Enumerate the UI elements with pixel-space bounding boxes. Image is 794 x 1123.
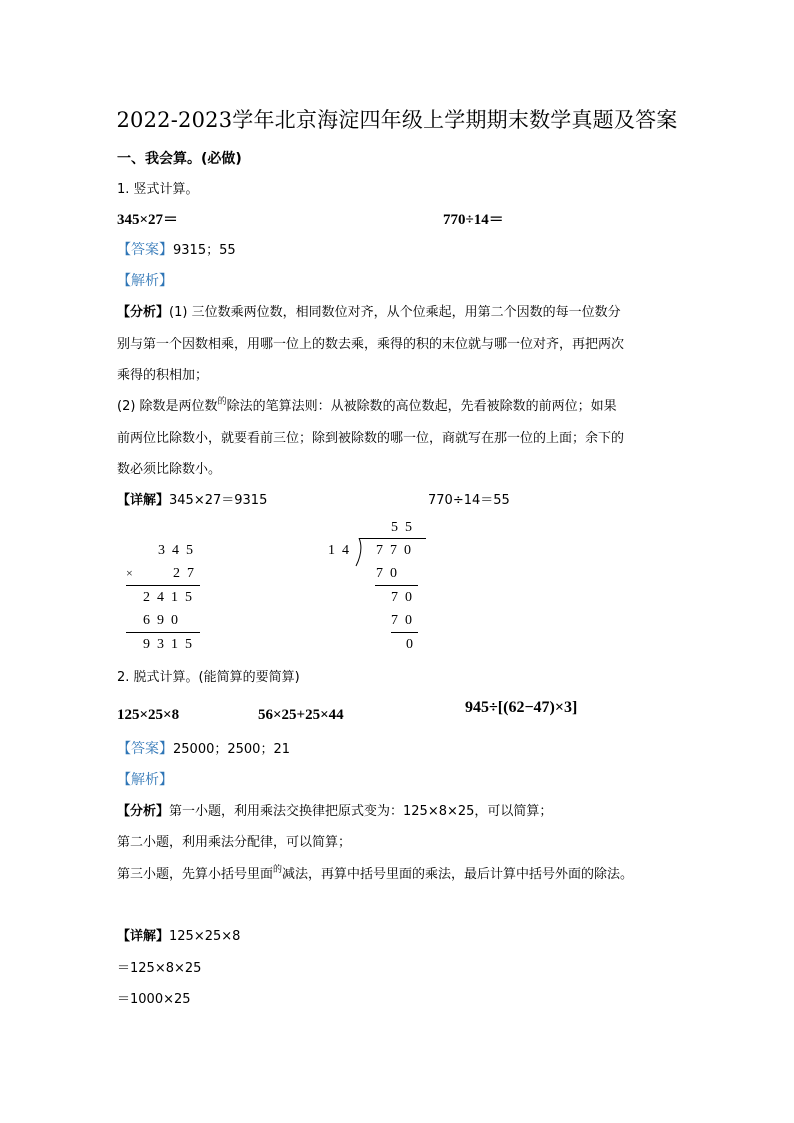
q1-analysis-label: 【解析】 <box>117 273 173 289</box>
question-1-label: 1. 竖式计算。 <box>117 182 199 197</box>
div-dividend: 770 <box>376 543 418 558</box>
question-2-expr-b: 56×25+25×44 <box>258 707 344 723</box>
detail-text: 125×25×8 <box>169 929 241 944</box>
q2-detail <box>117 925 240 944</box>
answer-label: 【答案】 <box>117 741 173 757</box>
q2-detail-line3: ＝1000×25 <box>117 992 191 1007</box>
question-2-expr-c: 945÷[(62−47)×3] <box>465 699 578 716</box>
detail-tag: 【详解】 <box>117 929 170 944</box>
div-step3: 70 <box>391 613 419 628</box>
analysis-text: 第一小题，利用乘法交换律把原式变为：125×8×25，可以简算； <box>169 804 553 819</box>
div-quotient: 55 <box>391 520 419 535</box>
q2-detail-line2: ＝125×8×25 <box>117 961 202 976</box>
mult-partial2: 690 <box>143 613 185 628</box>
div-step2: 70 <box>391 590 419 605</box>
q1-analysis-line4 <box>117 395 617 414</box>
answer-text: 25000；2500；21 <box>173 742 290 757</box>
div-line-2 <box>391 632 418 633</box>
div-bar <box>359 538 426 539</box>
analysis-text: 的 <box>217 397 227 407</box>
mult-partial1: 2415 <box>143 590 199 605</box>
div-remainder: 0 <box>406 637 420 652</box>
mult-operator: × <box>126 566 140 580</box>
analysis-tag: 【分析】 <box>117 305 170 320</box>
div-divisor: 14 <box>328 543 356 558</box>
analysis-text: 减法，再算中括号里面的乘法，最后计算中括号外面的除法。 <box>282 867 634 882</box>
analysis-text: (1) 三位数乘两位数，相同数位对齐，从个位乘起，用第二个因数的每一位数分 <box>169 305 621 320</box>
q1-analysis-line6: 数必须比除数小。 <box>117 462 222 477</box>
answer-label: 【答案】 <box>117 242 173 258</box>
answer-text: 9315；55 <box>173 243 236 258</box>
division-bracket-icon <box>354 538 364 568</box>
page-title: 2022-2023学年北京海淀四年级上学期期末数学真题及答案 <box>116 108 678 132</box>
q2-analysis-label: 【解析】 <box>117 772 173 788</box>
question-2-expr-a: 125×25×8 <box>117 707 180 723</box>
q1-detail <box>117 489 267 508</box>
mult-line-1 <box>126 585 200 586</box>
q1-analysis-line1 <box>117 301 621 320</box>
q2-analysis-line1 <box>117 800 552 819</box>
question-2-label: 2. 脱式计算。(能简算的要简算) <box>117 670 300 685</box>
analysis-text: 的 <box>273 865 283 875</box>
mult-row2: 27 <box>173 566 201 581</box>
q2-analysis-line2: 第二小题，利用乘法分配律，可以简算； <box>117 835 352 850</box>
analysis-text: (2) 除数是两位数 <box>117 399 218 414</box>
mult-result: 9315 <box>143 637 199 652</box>
question-1-expr-a: 345×27＝ <box>117 212 179 228</box>
mult-row1: 345 <box>158 543 200 558</box>
section-heading: 一、我会算。(必做) <box>117 151 242 167</box>
q1-analysis-line5: 前两位比除数小，就要看前三位；除到被除数的哪一位，商就写在那一位的上面；余下的 <box>117 431 625 446</box>
div-line-1 <box>375 585 418 586</box>
q1-detail-b: 770÷14＝55 <box>428 493 510 508</box>
q1-answer <box>117 239 236 259</box>
detail-tag: 【详解】 <box>117 493 170 508</box>
question-1-expr-b: 770÷14＝ <box>443 212 504 228</box>
analysis-tag: 【分析】 <box>117 804 170 819</box>
q1-analysis-line3: 乘得的积相加； <box>117 368 209 383</box>
q1-analysis-line2: 别与第一个因数相乘，用哪一位上的数去乘，乘得的积的末位就与哪一位对齐，再把两次 <box>117 337 625 352</box>
mult-line-2 <box>126 632 200 633</box>
analysis-text: 除法的笔算法则：从被除数的高位数起，先看被除数的前两位；如果 <box>226 399 617 414</box>
analysis-text: 第三小题，先算小括号里面 <box>117 867 274 882</box>
div-step1: 70 <box>376 566 404 581</box>
q2-analysis-line3 <box>117 863 633 882</box>
q2-answer <box>117 738 290 758</box>
detail-text: 345×27＝9315 <box>169 493 268 508</box>
